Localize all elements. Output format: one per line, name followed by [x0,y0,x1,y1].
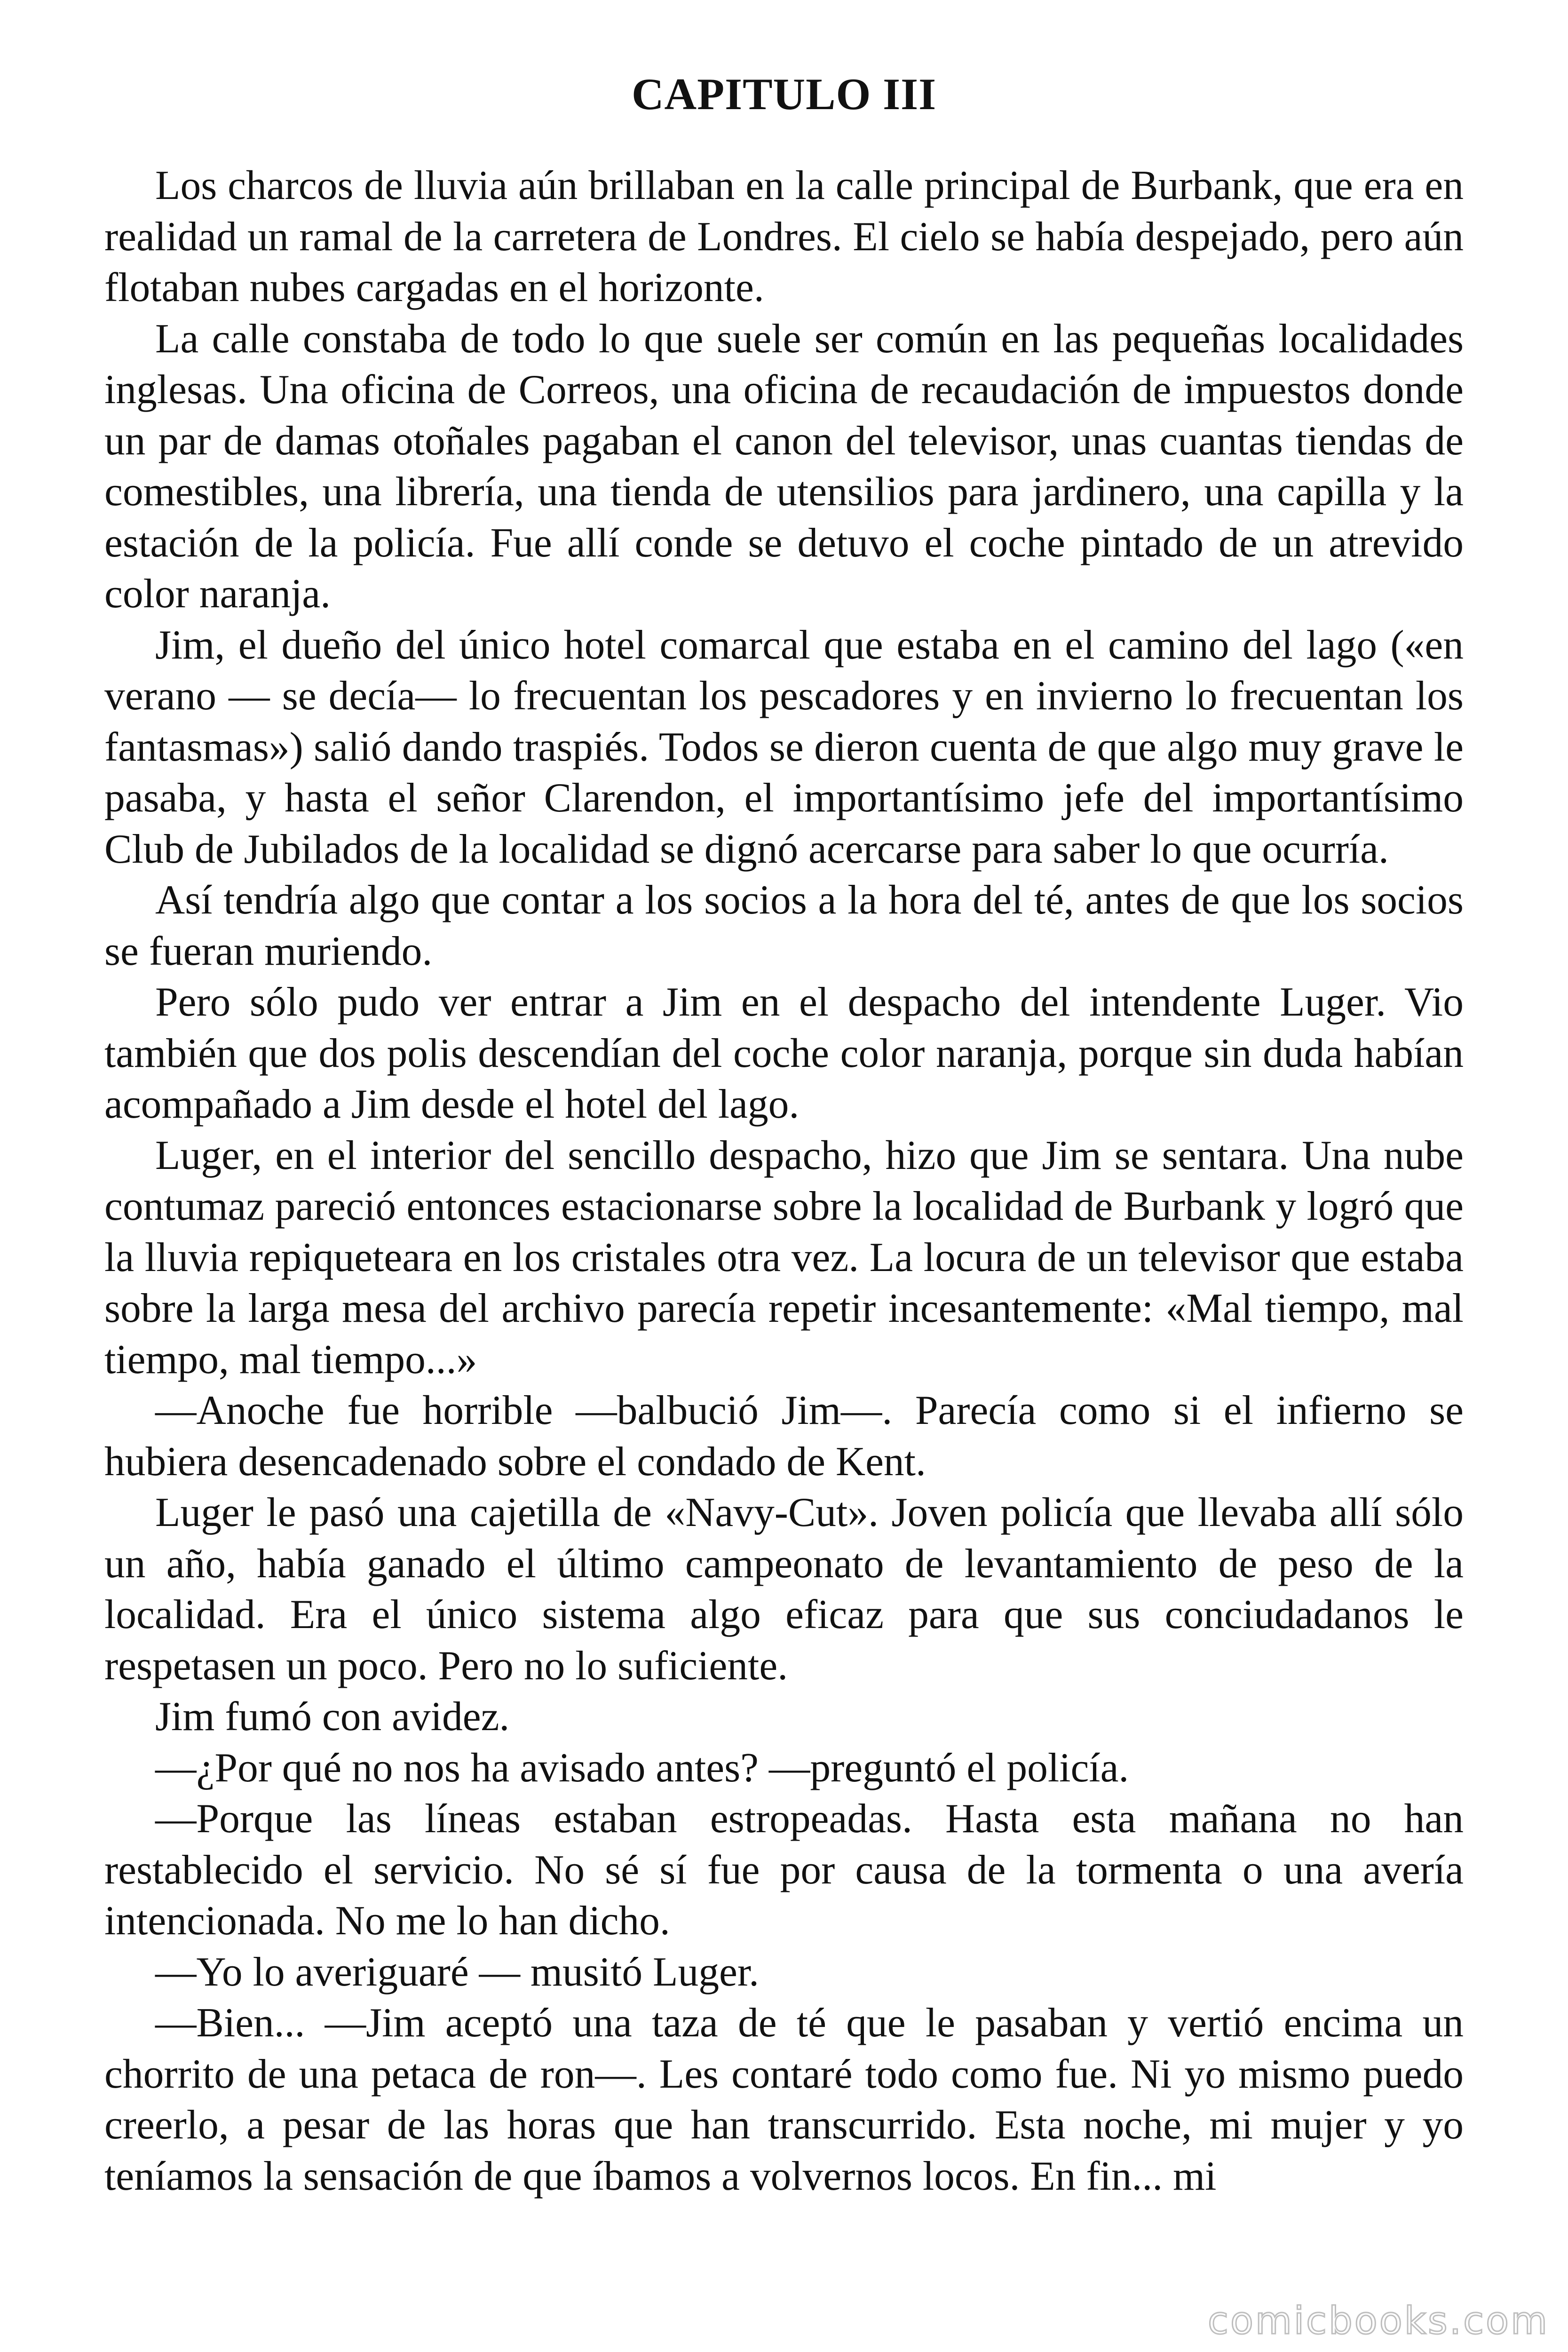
paragraph: Luger le pasó una cajetilla de «Navy-Cut». Joven policía que llevaba allí sólo un año, había ganado el último campeonato de levantamiento de peso de la localidad. Era el único sistema algo eficaz para que sus conciudadanos le respetasen un poco. Pero no lo suficiente. [104,1489,1464,1688]
paragraph: Jim fumó con avidez. [155,1693,510,1739]
chapter-text [104,160,1464,2201]
paragraph: —Porque las líneas estaban estropeadas. Hasta esta mañana no han restablecido el servicio. No sé sí fue por causa de la tormenta o una avería intencionada. No me lo han dicho. [104,1796,1464,1943]
paragraph: —¿Por qué no nos ha avisado antes? —preguntó el policía. [155,1744,1129,1790]
chapter-title: CAPITULO III [631,69,937,119]
watermark: comicbooks.com [1207,2299,1549,2343]
paragraph: Jim, el dueño del único hotel comarcal que estaba en el camino del lago («en verano — se decía— lo frecuentan los pescadores y en invierno lo frecuentan los fantasmas») salió dando traspiés. Todos se dieron cuenta de que algo muy grave le pasaba, y hasta el señor Clarendon, el importantísimo jefe del importantísimo Club de Jubilados de la localidad se dignó acercarse para saber lo que ocurría. [104,621,1464,872]
paragraph: Luger, en el interior del sencillo despacho, hizo que Jim se sentara. Una nube contumaz pareció entonces estacionarse sobre la localidad de Burbank y logró que la lluvia repiqueteara en los cristales otra vez. La locura de un televisor que estaba sobre la larga mesa del archivo parecía repetir incesantemente: «Mal tiempo, mal tiempo, mal tiempo...» [104,1132,1464,1382]
paragraph: Así tendría algo que contar a los socios a la hora del té, antes de que los socios se fueran muriendo. [104,877,1464,974]
paragraph: —Bien... —Jim aceptó una taza de té que le pasaban y vertió encima un chorrito de una petaca de ron—. Les contaré todo como fue. Ni yo mismo puedo creerlo, a pesar de las horas que han transcurrido. Esta noche, mi mujer y yo teníamos la sensación de que íbamos a volvernos locos. En fin... mi [104,2000,1464,2199]
paragraph: Pero sólo pudo ver entrar a Jim en el despacho del intendente Luger. Vio también que dos polis descendían del coche color naranja, porque sin duda habían acompañado a Jim desde el hotel del lago. [104,979,1464,1127]
paragraph: La calle constaba de todo lo que suele ser común en las pequeñas localidades inglesas. Una oficina de Correos, una oficina de recaudación de impuestos donde un par de damas otoñales pagaban el canon del televisor, unas cuantas tiendas de comestibles, una librería, una tienda de utensilios para jardinero, una capilla y la estación de la policía. Fue allí conde se detuvo el coche pintado de un atrevido color naranja. [104,315,1464,616]
paragraph: —Anoche fue horrible —balbució Jim—. Parecía como si el infierno se hubiera desencadenado sobre el condado de Kent. [104,1387,1464,1484]
book-page [104,0,1464,2352]
paragraph: —Yo lo averiguaré — musitó Luger. [155,1948,760,1994]
paragraph: Los charcos de lluvia aún brillaban en la calle principal de Burbank, que era en realidad un ramal de la carretera de Londres. El cielo se había despejado, pero aún flotaban nubes cargadas en el horizonte. [104,162,1464,310]
